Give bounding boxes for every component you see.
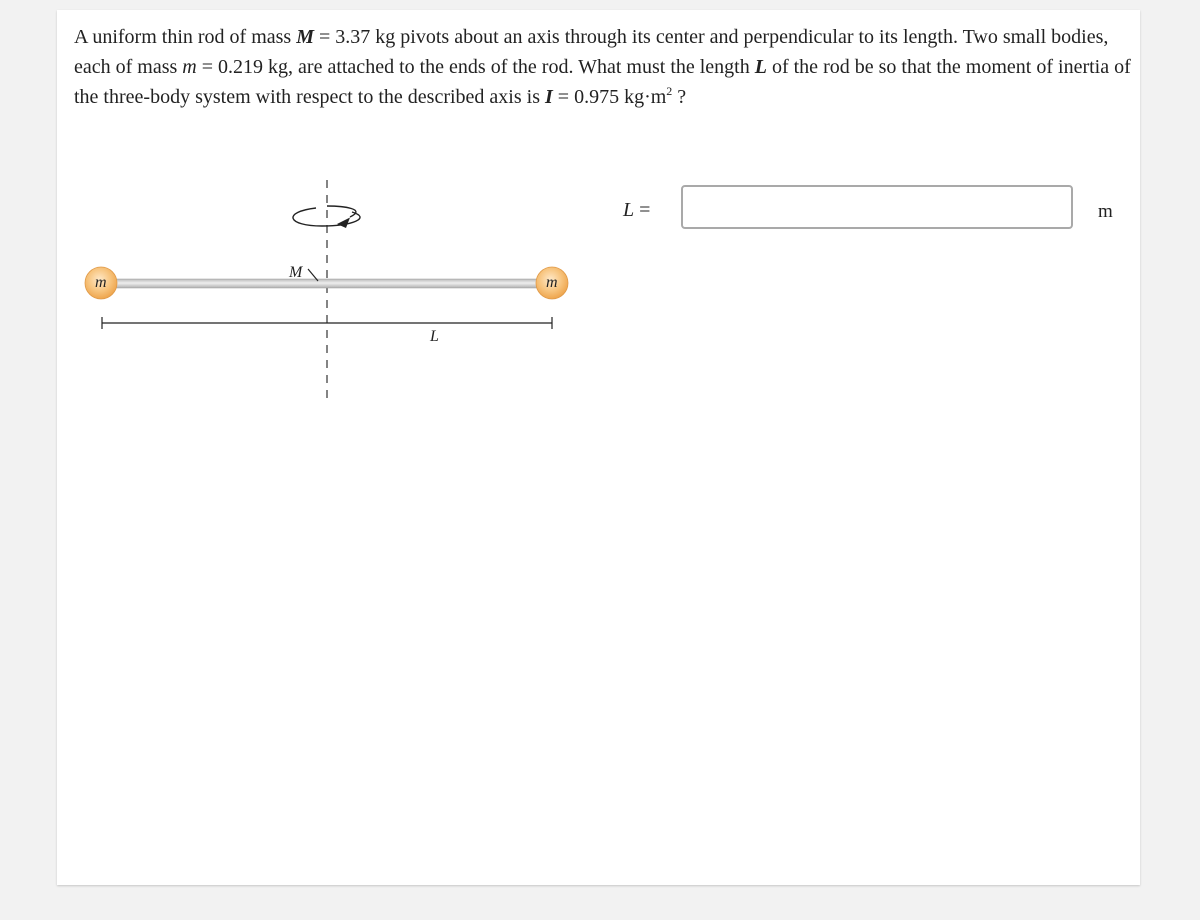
rod-mass-symbol: M <box>296 26 315 48</box>
answer-unit: m <box>1098 201 1113 222</box>
inertia-symbol: I <box>545 86 553 108</box>
answer-equals: = <box>634 199 651 221</box>
answer-variable: L <box>623 199 635 221</box>
body-mass-symbol: m <box>182 56 197 78</box>
problem-statement <box>74 22 1134 112</box>
rod-diagram <box>82 178 582 408</box>
problem-text-1: A uniform thin rod of mass <box>74 26 297 48</box>
problem-text-3: of the rod be so that the moment of inertia of the three-body system with respect to the described axis is <box>74 56 1131 108</box>
answer-row <box>617 184 1127 234</box>
rotation-arrow-arc-back <box>327 206 356 217</box>
rod-diagram-svg <box>82 178 582 408</box>
left-mass-label: m <box>95 274 107 291</box>
answer-input[interactable] <box>681 185 1073 229</box>
length-symbol: L <box>754 56 767 78</box>
rod-mass-label: M <box>289 264 303 281</box>
inertia-value: = 0.975 kg·m <box>552 86 667 108</box>
rotation-arrow-head <box>337 218 350 229</box>
right-mass-label: m <box>546 274 558 291</box>
body-mass-value: = 0.219 kg, are attached to the ends of the rod. What must the length <box>196 56 755 78</box>
question-card <box>57 10 1140 885</box>
rod <box>102 279 552 288</box>
rod-mass-value: = 3.37 kg pivots about an axis through its center and perpendicular to its length. Two small bodies, each of mass <box>74 26 1109 78</box>
problem-question-mark: ? <box>672 86 687 108</box>
inertia-exponent: 2 <box>666 84 673 98</box>
answer-label <box>623 198 650 222</box>
length-label: L <box>430 328 439 345</box>
